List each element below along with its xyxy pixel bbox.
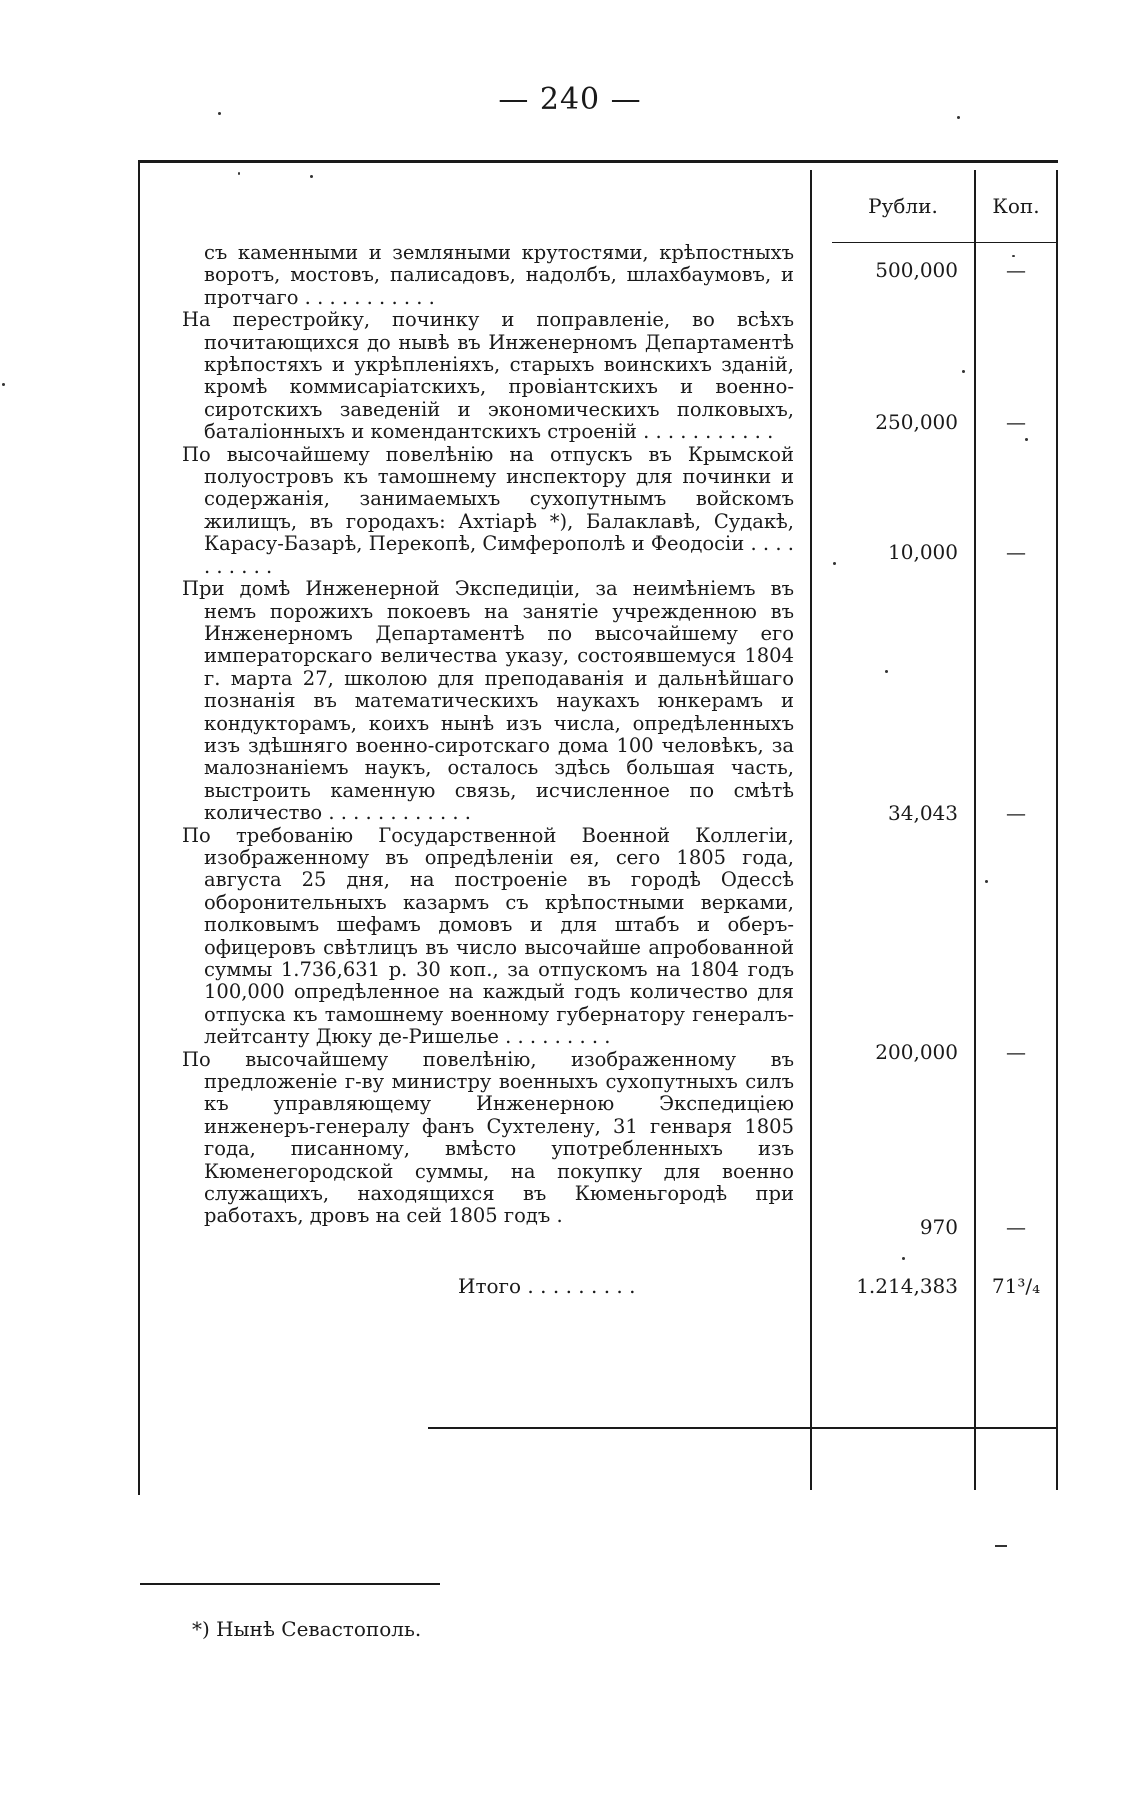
scan-speck [885, 670, 888, 673]
scan-speck [1012, 255, 1015, 257]
page-number: — 240 — [498, 82, 642, 117]
entries-column [182, 242, 794, 1228]
amount-rubles-5: 970 [919, 1215, 958, 1239]
scan-speck [902, 1257, 905, 1260]
entry-5: По высочайшему повелѣнію, изображенному въ предложеніе г-ву министру военныхъ сухопутныхъ силъ къ управляющему Инженерною Экспедиціею инженеръ-генералу фанъ Сухтелену, 31 генваря 1805 года, писанному, вмѣсто употребленныхъ изъ Кюменегородской суммы, на покупку для военно служащихъ, находящихся въ Кюменьгородѣ при работахъ, дровъ на сей 1805 годъ . [182, 1047, 794, 1228]
scan-speck [2, 383, 5, 386]
entry-2: По высочайшему повелѣнію на отпускъ въ Крымской полуостровъ къ тамошнему инспектору для починки и содержанія, занимаемыхъ сухопутнымъ войскомъ жилищъ, въ городахъ: Ахтіарѣ *), Балаклавѣ, Судакѣ, Карасу-Базарѣ, Перекопѣ, Симферополѣ и Феодосіи . . . . . . . . . . [182, 442, 794, 578]
amount-kopecks-3: — [1006, 801, 1026, 825]
scan-speck [238, 172, 240, 175]
total-label: Итого . . . . . . . . . [458, 1274, 636, 1298]
amount-rubles-3: 34,043 [888, 801, 958, 825]
header-kopecks: Коп. [992, 194, 1040, 218]
scan-speck [218, 112, 221, 115]
entry-3: При домѣ Инженерной Экспедиціи, за неимѣніемъ въ немъ порожихъ покоевъ на занятіе учрежденною въ Инженерномъ Департаментѣ по высочайшему его императорскаго величества указу, состоявшемуся 1804 г. марта 27, школою для преподаванія и дальнѣйшаго познанія въ математическихъ наукахъ юнкерамъ и кондукторамъ, коихъ нынѣ изъ числа, опредѣленныхъ изъ здѣшняго военно-сиротскаго дома 100 человѣкъ, за малознаніемъ наукъ, осталось здѣсь большая часть, выстроить каменную связь, исчисленное по смѣтѣ количество . . . . . . . . . . . . [182, 577, 794, 825]
entry-0: съ каменными и земляными крутостями, крѣпостныхъ воротъ, мостовъ, палисадовъ, надолбъ, шлахбаумовъ, и протчаго . . . . . . . . . . . [204, 241, 794, 309]
total-rule [428, 1427, 1058, 1429]
column-divider-description [810, 170, 812, 1490]
ledger-table [138, 160, 1058, 1495]
amount-rubles-4: 200,000 [875, 1040, 958, 1064]
amount-rubles-0: 500,000 [875, 258, 958, 282]
amount-kopecks-5: — [1006, 1215, 1026, 1239]
table-top-rule [138, 160, 1058, 163]
entry-1: На перестройку, починку и поправленіе, во всѣхъ почитающихся до нывѣ въ Инженерномъ Департаментѣ крѣпостяхъ и укрѣпленіяхъ, старыхъ воинскихъ зданій, кромѣ коммисаріатскихъ, провіантскихъ и военно-сиротскихъ заведеній и экономическихъ полковыхъ, баталіонныхъ и комендантскихъ строеній . . . . . . . . . . . [182, 308, 794, 444]
amount-rubles-2: 10,000 [888, 540, 958, 564]
scan-speck [310, 175, 313, 178]
footnote-rule [140, 1583, 440, 1585]
scan-speck [1025, 438, 1028, 441]
scan-speck [833, 562, 836, 565]
scan-speck [962, 370, 965, 373]
amount-rubles-1: 250,000 [875, 410, 958, 434]
footnote: *) Нынѣ Севастополь. [192, 1617, 422, 1641]
header-rubles: Рубли. [868, 194, 938, 218]
header-underline [832, 242, 1058, 243]
amount-kopecks-2: — [1006, 540, 1026, 564]
total-rubles: 1.214,383 [856, 1274, 958, 1298]
amount-kopecks-4: — [1006, 1040, 1026, 1064]
table-right-rule [1056, 170, 1058, 1490]
scan-speck [985, 880, 988, 883]
amount-kopecks-1: — [1006, 410, 1026, 434]
scan-speck [957, 116, 960, 119]
total-kopecks: 71³/₄ [991, 1274, 1041, 1298]
entry-4: По требованію Государственной Военной Коллегіи, изображенному въ опредѣленіи ея, сего 1805 года, августа 25 дня, на построеніе въ городѣ Одессѣ оборонительныхъ казармъ съ крѣпостными верками, полковымъ шефамъ домовъ и для штабъ и оберъ-офицеровъ свѣтлицъ въ число высочайше апробованной суммы 1.736,631 р. 30 коп., за отпускомъ на 1804 годъ 100,000 опредѣленное на каждый годъ количество для отпуска къ тамошнему военному губернатору генералъ-лейтсанту Дюку де-Ришелье . . . . . . . . . [182, 823, 794, 1049]
scan-speck [995, 1545, 1007, 1547]
amount-kopecks-0: — [1006, 258, 1026, 282]
table-left-rule [138, 160, 140, 1495]
